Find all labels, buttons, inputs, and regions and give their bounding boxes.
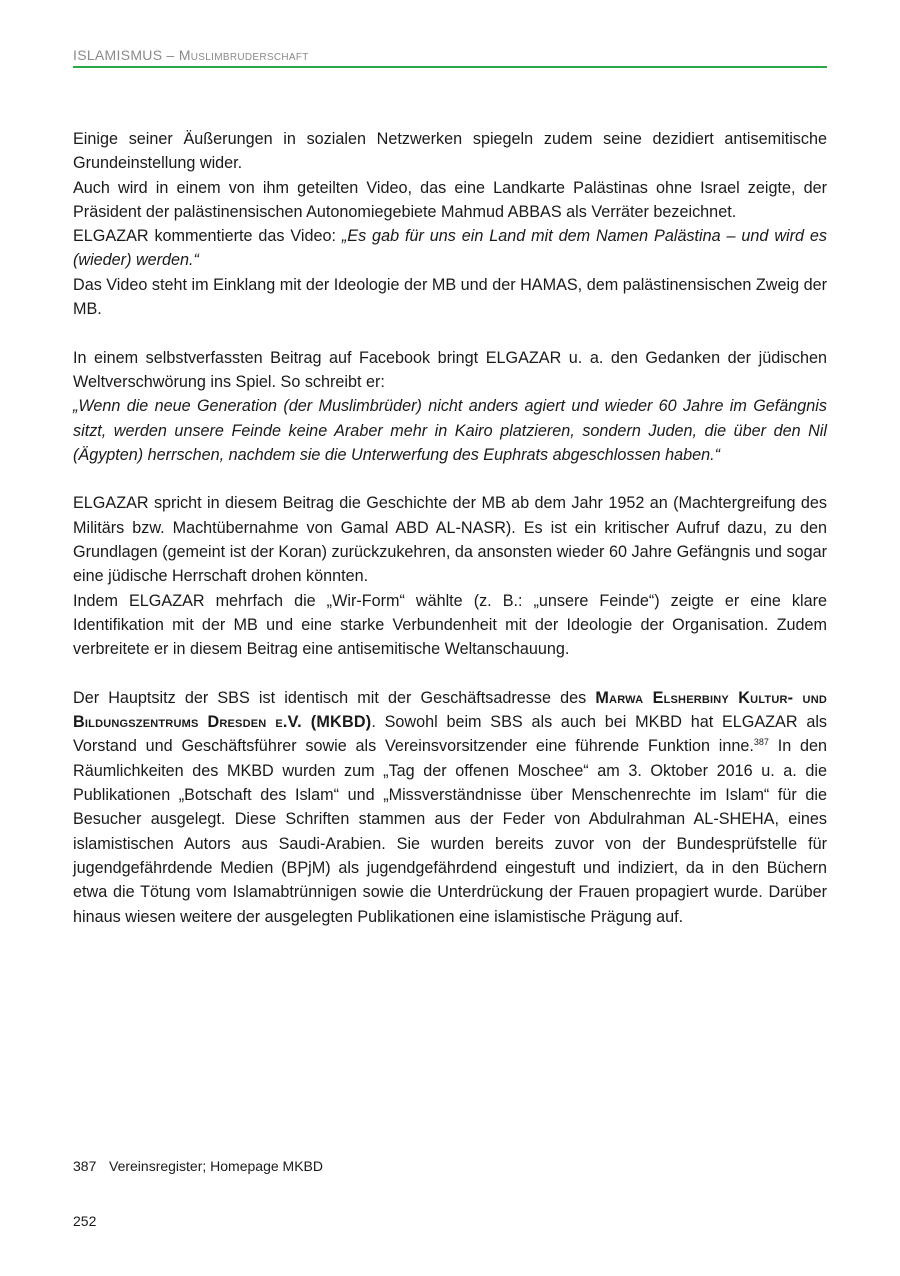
- paragraph-8: Indem ELGAZAR mehrfach die „Wir-Form“ wählte (z. B.: „unsere Feinde“) zeigte er eine klare Identifikation mit der MB und eine starke Verbundenheit mit der Ideologie der Organisation. Zudem verbreitete er in diesem Beitrag eine antisemitische Weltanschauung.: [73, 591, 827, 659]
- quote-facebook-post: „Wenn die neue Generation (der Muslimbrüder) nicht anders agiert und wieder 60 Jahre im Gefängnis sitzt, werden unsere Feinde keine Araber mehr in Kairo platzieren, sondern Juden, die über den Nil (Ägypten) herrschen, nachdem sie die Unterwerfung des Euphrats abgeschlossen haben.“: [73, 397, 827, 464]
- page-number: 252: [73, 1213, 97, 1229]
- paragraph-3-intro: ELGAZAR kommentierte das Video:: [73, 227, 342, 246]
- paragraph-2: Auch wird in einem von ihm geteilten Video, das eine Landkarte Palästinas ohne Israel zeigte, der Präsident der palästinensischen Autonomiegebiete Mahmud ABBAS als Verräter bezeichnet.: [73, 178, 827, 221]
- paragraph-4: Das Video steht im Einklang mit der Ideologie der MB und der HAMAS, dem palästinensischen Zweig der MB.: [73, 275, 827, 319]
- paragraph-9-middle: . Sowohl beim SBS als auch bei MKBD hat ELGAZAR als Vorstand und Geschäftsführer sowie als Vereinsvorsitzender eine führende Funktion inne.: [73, 713, 828, 756]
- paragraph-1: Einige seiner Äußerungen in sozialen Netzwerken spiegeln zudem seine dezidiert antisemitische Grundeinstellung wider.: [73, 130, 827, 173]
- paragraph-9-start: Der Hauptsitz der SBS ist identisch mit der Geschäftsadresse des: [73, 688, 596, 707]
- paragraph-6: [73, 394, 827, 467]
- footnote: [73, 1157, 323, 1175]
- footnote-number: 387: [73, 1158, 97, 1174]
- paragraph-9-end: In den Räumlichkeiten des MKBD wurden zum „Tag der offenen Moschee“ am 3. Oktober 2016 u. a. die Publikationen „Botschaft des Islam“ und „Missverständnisse über Menschenrechte im Islam“ für die Besucher ausgelegt. Diese Schriften stammen aus der Feder von Abdulrahman AL-SHEHA, eines islamistischen Autors aus Saudi-Arabien. Sie wurden bereits zuvor von der Bundesprüfstelle für jugendgefährdende Medien (BPjM) als jugendgefährdend eingestuft und indiziert, da in den Büchern etwa die Tötung vom Islamabtrünnigen sowie die Unterdrückung der Frauen propagiert wurde. Darüber hinaus wiesen weitere der ausgelegten Publikationen eine islamistische Prägung auf.: [73, 737, 827, 926]
- footnote-reference[interactable]: 387: [753, 737, 769, 748]
- paragraph-9: [73, 686, 827, 929]
- quote-palestine: „Es gab für uns ein Land mit dem Namen Palästina – und wird es (wieder) werden.“: [73, 227, 827, 270]
- header-subtitle: Muslimbruderschaft: [178, 47, 309, 63]
- paragraph-5: In einem selbstverfassten Beitrag auf Facebook bringt ELGAZAR u. a. den Gedanken der jüdischen Weltverschwörung ins Spiel. So schreibt er:: [73, 348, 827, 391]
- header-title: ISLAMISMUS: [73, 47, 163, 63]
- body-text: [73, 127, 827, 929]
- header-separator: –: [162, 47, 179, 63]
- paragraph-3: [73, 224, 827, 273]
- paragraph-7: ELGAZAR spricht in diesem Beitrag die Geschichte der MB ab dem Jahr 1952 an (Machtergreifung des Militärs bzw. Machtübernahme von Gamal ABD AL-NASR). Es ist ein kritischer Aufruf dazu, zu den Grundlagen (gemeint ist der Koran) zurückzukehren, da ansonsten wieder 60 Jahre Gefängnis und sogar eine jüdische Herrschaft drohen könnten.: [73, 494, 827, 586]
- running-header: [73, 46, 827, 68]
- organization-name: Marwa Elsherbiny Kultur- und Bildungszentrums Dresden e.V. (MKBD): [73, 688, 827, 732]
- footnote-text: Vereinsregister; Homepage MKBD: [109, 1158, 323, 1174]
